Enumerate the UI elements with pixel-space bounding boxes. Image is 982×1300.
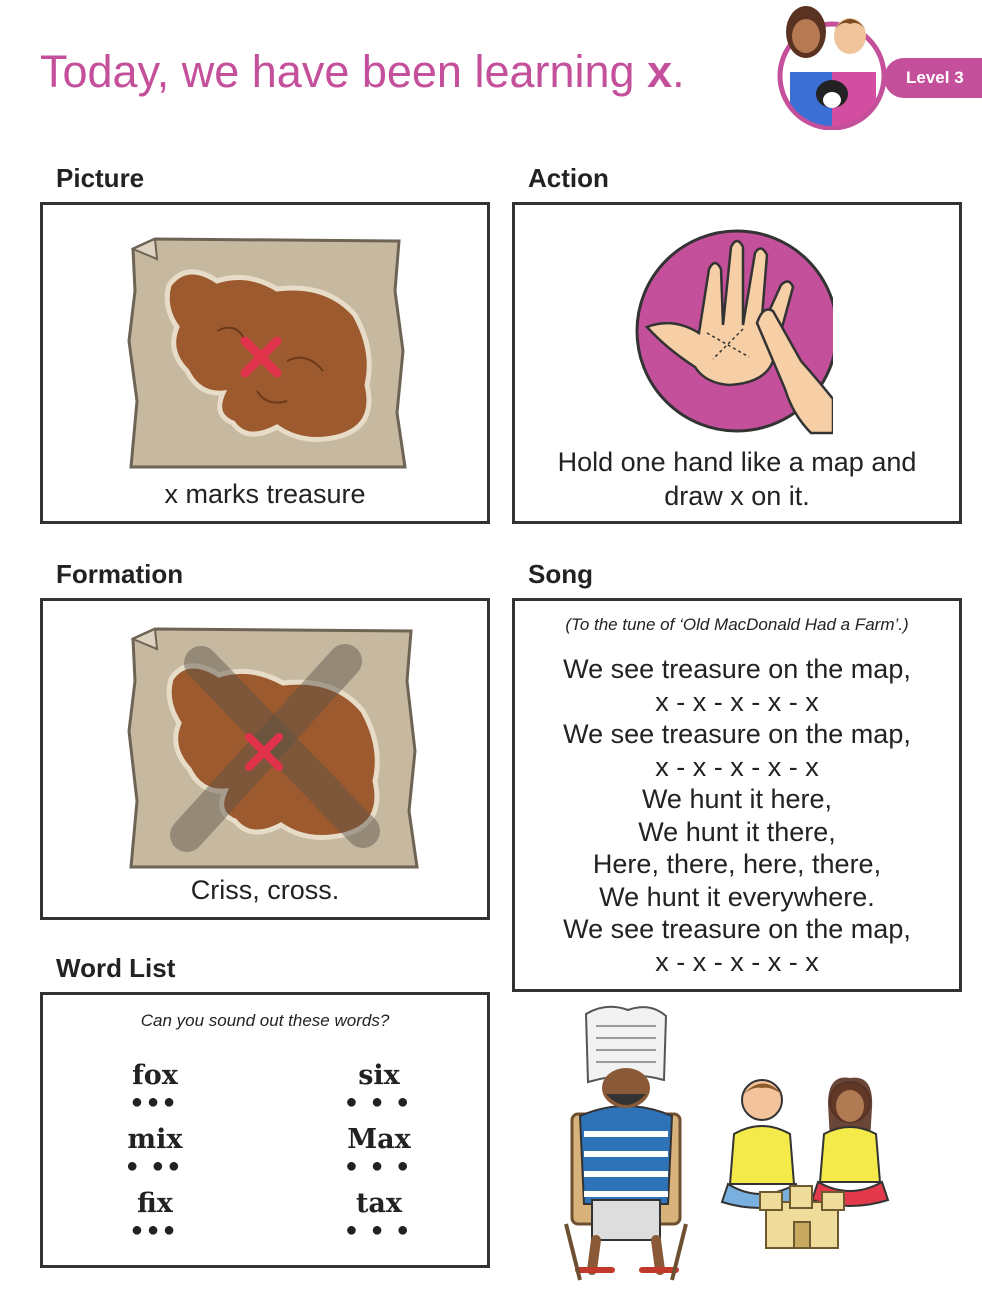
word-item — [85, 1189, 225, 1241]
title-suffix: . — [672, 46, 685, 97]
picture-caption: x marks treasure — [164, 479, 366, 509]
word-list-prompt: Can you sound out these words? — [140, 1011, 390, 1030]
treasure-map-icon — [127, 231, 409, 473]
sound-dots: ● ● ● — [345, 1155, 413, 1177]
word-text: fix — [137, 1188, 173, 1219]
action-caption-line-2: draw x on it. — [664, 481, 810, 511]
characters-avatar-icon — [776, 2, 888, 130]
song-line: We see treasure on the map, — [563, 654, 911, 684]
song-line: We hunt it here, — [641, 784, 833, 814]
letter-x-formation-icon — [127, 621, 421, 871]
song-line: We see treasure on the map, — [563, 914, 911, 944]
children-building-sandcastle-icon — [720, 1074, 892, 1252]
picture-heading: Picture — [56, 163, 145, 193]
word-item — [309, 1061, 449, 1113]
song-lyrics — [515, 653, 959, 978]
song-line: We hunt it there, — [638, 816, 836, 847]
song-line: We hunt it everywhere. — [599, 881, 875, 912]
hand-drawing-x-icon — [633, 229, 833, 445]
word-item — [85, 1061, 225, 1113]
level-badge-label: Level 3 — [906, 68, 964, 87]
picture-panel — [40, 202, 490, 524]
word-item — [85, 1125, 225, 1177]
sound-dots: ● ●● — [126, 1155, 184, 1177]
song-line: x - x - x - x - x — [655, 946, 819, 977]
song-line: x - x - x - x - x — [655, 686, 819, 717]
word-text: tax — [355, 1188, 403, 1219]
action-caption — [515, 445, 959, 513]
man-reading-newspaper-icon — [556, 1004, 696, 1284]
word-list-heading: Word List — [56, 953, 176, 983]
title-prefix: Today, we have been learning — [40, 46, 648, 97]
formation-heading: Formation — [56, 559, 184, 589]
word-text: Max — [347, 1124, 411, 1155]
word-item — [309, 1125, 449, 1177]
sound-dots: ● ● ● — [345, 1091, 413, 1113]
word-text: mix — [127, 1124, 183, 1155]
song-heading: Song — [528, 559, 593, 589]
song-line: We see treasure on the map, — [563, 719, 911, 749]
song-panel — [512, 598, 962, 992]
title-letter: x — [647, 46, 673, 97]
page-title — [40, 46, 685, 98]
action-heading: Action — [528, 163, 609, 193]
action-caption-line-1: Hold one hand like a map and — [557, 447, 917, 477]
word-text: six — [358, 1060, 400, 1091]
formation-panel — [40, 598, 490, 920]
word-list-panel — [40, 992, 490, 1268]
song-line: x - x - x - x - x — [655, 751, 819, 782]
song-tune: (To the tune of ‘Old MacDonald Had a Farm’.) — [565, 615, 909, 634]
word-item — [309, 1189, 449, 1241]
word-text: fox — [132, 1060, 178, 1091]
action-panel — [512, 202, 962, 524]
level-badge — [884, 58, 982, 98]
sound-dots: ●●● — [130, 1219, 180, 1241]
sound-dots: ●●● — [130, 1091, 180, 1113]
formation-caption: Criss, cross. — [190, 875, 340, 905]
sound-dots: ● ● ● — [345, 1219, 413, 1241]
song-line: Here, there, here, there, — [592, 849, 882, 879]
